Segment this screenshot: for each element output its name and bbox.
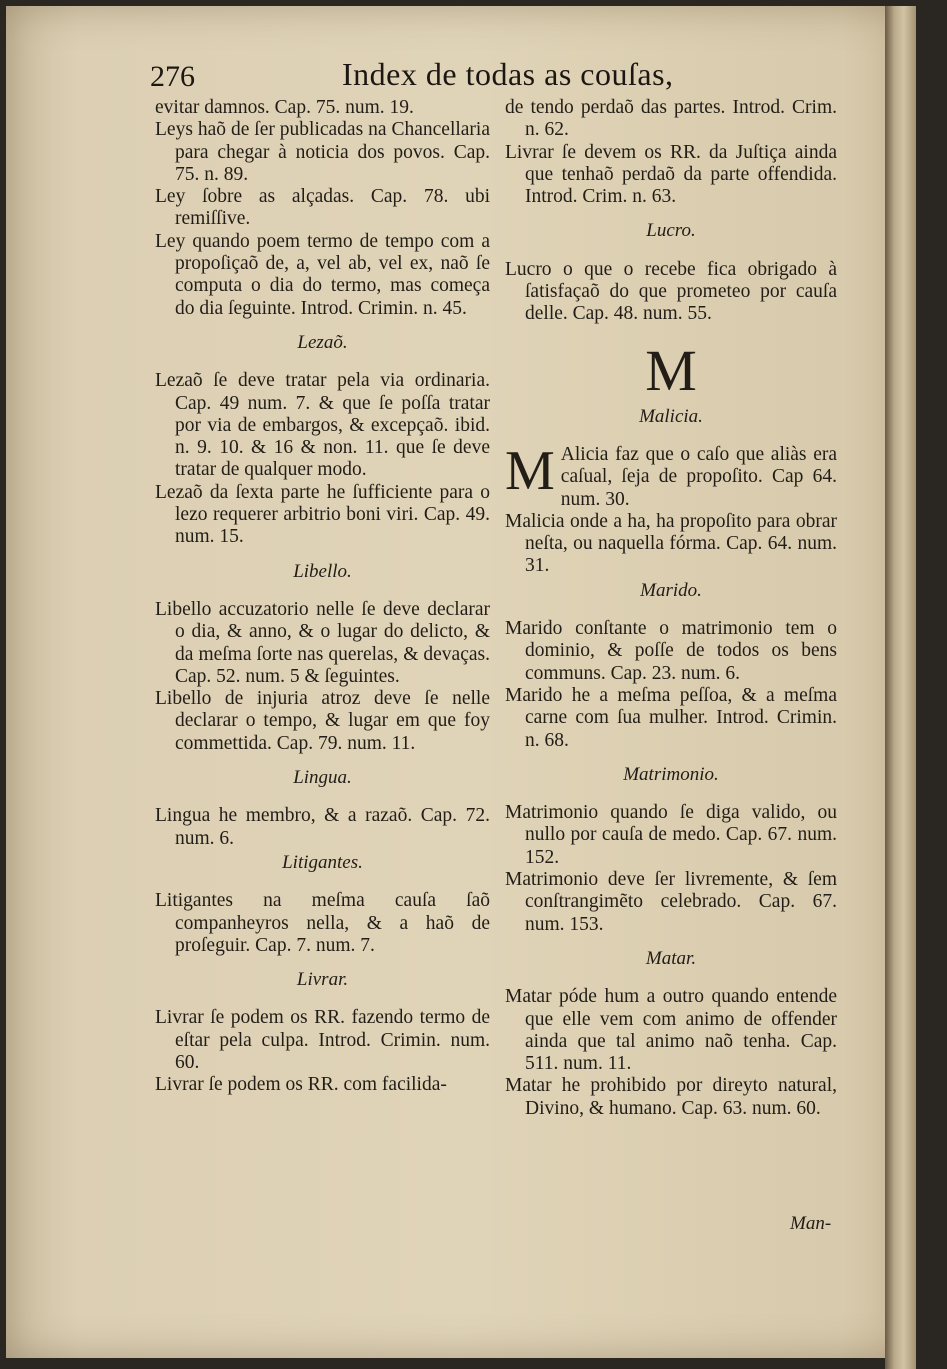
section-heading: Lingua. <box>293 767 352 789</box>
section-letter: M <box>645 337 697 403</box>
index-entry: Livrar ſe podem os RR. fazendo termo de eſtar pela culpa. Introd. Crimin. num. 60. <box>155 1007 490 1073</box>
catchword: Man- <box>790 1213 832 1234</box>
right-column <box>505 97 837 1120</box>
index-entry: Livrar ſe devem os RR. da Juſtiça ainda que tenhaõ perdaõ da parte offendida. Introd. Crim. n. 63. <box>505 141 837 208</box>
index-entry: Litigantes na meſma cauſa ſaõ companheyros nella, & a haõ de proſeguir. Cap. 7. num. 7. <box>155 890 490 956</box>
section-heading: Matrimonio. <box>623 763 719 785</box>
index-entry: Matrimonio deve ſer livremente, & ſem conſtrangimẽto celebrado. Cap. 67. num. 153. <box>505 869 837 935</box>
index-entry: Libello accuzatorio nelle ſe deve declarar o dia, & anno, & o lugar do delicto, & da meſma ſorte nas querelas, & devaças. Cap. 52. num. 5 & ſeguintes. <box>155 598 490 687</box>
section-heading: Matar. <box>645 947 697 969</box>
index-entry-text: Alicia faz que o caſo que aliàs era caſual, ſeja de propoſito. Cap 64. num. 30. <box>560 443 837 510</box>
index-entry: Lucro o que o recebe fica obrigado à ſatisfaçaõ do que prometeo por cauſa delle. Cap. 48. num. 55. <box>505 258 837 325</box>
running-title: Index de todas as couſas, <box>342 56 674 92</box>
left-column <box>155 97 490 1097</box>
index-entry: evitar damnos. Cap. 75. num. 19. <box>155 97 414 118</box>
index-entry: Marido conſtante o matrimonio tem o dominio, & poſſe de todos os bens communs. Cap. 23. num. 6. <box>505 618 837 684</box>
section-heading: Litigantes. <box>282 851 363 873</box>
section-heading: Lucro. <box>646 220 696 242</box>
index-entry: Matar póde hum a outro quando entende que elle vem com animo de offender ainda que tal animo naõ tenha. Cap. 511. num. 11. <box>505 986 837 1075</box>
index-entry: Ley quando poem termo de tempo com a propoſiçaõ de, a, vel ab, vel ex, naõ ſe computa o dia do termo, mas começa do dia ſeguinte. Introd. Crimin. n. 45. <box>155 230 490 319</box>
index-entry: Malicia onde a ha, ha propoſito para obrar neſta, ou naquella fórma. Cap. 64. num. 31. <box>505 510 837 577</box>
index-entry: Ley ſobre as alçadas. Cap. 78. ubi remiſſive. <box>155 186 490 230</box>
index-entry: de tendo perdaõ das partes. Introd. Crim. n. 62. <box>505 97 837 141</box>
section-heading: Livrar. <box>296 969 349 991</box>
index-entry: Livrar ſe podem os RR. com facilida- <box>155 1074 447 1096</box>
drop-cap: M <box>505 439 555 502</box>
section-heading: Marido. <box>640 579 702 601</box>
section-heading: Malicia. <box>639 405 703 427</box>
index-entry: Lezaõ ſe deve tratar pela via ordinaria. Cap. 49 num. 7. & que ſe poſſa tratar por via de embargos, & excepçaõ. ibid. n. 9. 10. & 16 & non. 11. que ſe deve tratar de qualquer modo. <box>155 370 490 481</box>
section-heading: Lezaõ. <box>297 331 348 353</box>
index-entry: Lezaõ da ſexta parte he ſufficiente para o lezo requerer arbitrio boni viri. Cap. 49. num. 15. <box>155 481 490 548</box>
section-heading: Libello. <box>293 560 352 582</box>
index-entry: Leys haõ de ſer publicadas na Chancellaria para chegar à noticia dos povos. Cap. 75. n. 89. <box>155 119 490 185</box>
page-number: 276 <box>150 60 195 93</box>
page-edge <box>885 6 916 1369</box>
index-entry: Matrimonio quando ſe diga valido, ou nullo por cauſa de medo. Cap. 67. num. 152. <box>505 802 837 868</box>
index-entry: Marido he a meſma peſſoa, & a meſma carne com ſua mulher. Introd. Crimin. n. 68. <box>505 684 837 751</box>
index-entry <box>505 439 837 511</box>
index-entry: Matar he prohibido por direyto natural, Divino, & humano. Cap. 63. num. 60. <box>505 1075 837 1119</box>
index-entry: Lingua he membro, & a razaõ. Cap. 72. num. 6. <box>155 805 490 849</box>
index-entry: Libello de injuria atroz deve ſe nelle declarar o tempo, & lugar em que foy commettida. Cap. 79. num. 11. <box>155 688 490 754</box>
page-header <box>150 56 830 100</box>
